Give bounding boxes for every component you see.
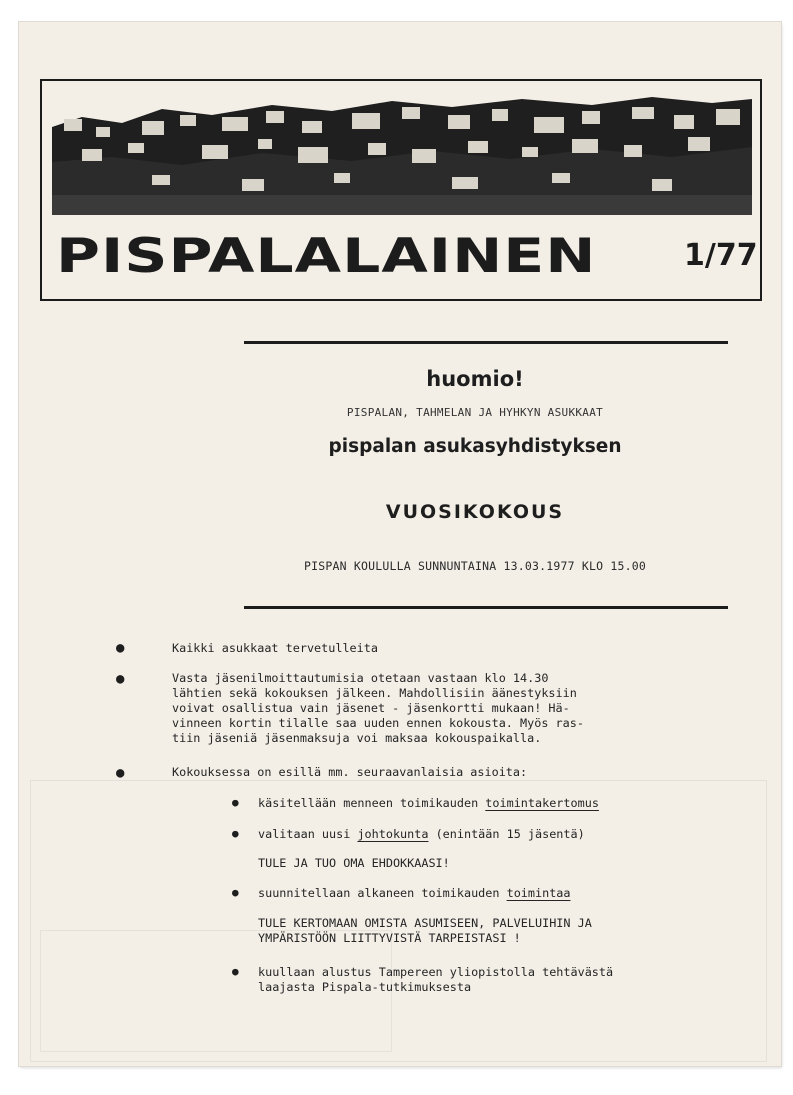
divider-top [244,341,728,344]
subitem-board-text: valitaan uusi [258,827,358,841]
meeting-title: VUOSIKOKOUS [385,501,565,523]
notice-heading: huomio! [426,367,524,391]
newsletter-title: PISPALALAINEN [56,229,597,284]
masthead [40,79,762,301]
association-name: pispalan asukasyhdistyksen [328,436,622,457]
subitem-board-note: TULE JA TUO OMA EHDOKKAASI! [258,856,450,870]
item-membership-line: voivat osallistua vain jäsenet - jäsenkortti mukaan! Hä- [172,701,570,715]
subitem-board-text-end: (enintään 15 jäsentä) [428,827,585,841]
bullet-icon: ● [232,965,239,978]
subitem-report-text: käsitellään menneen toimikauden [258,796,486,810]
subitem-planning-note: TULE KERTOMAAN OMISTA ASUMISEEN, PALVELUIHIN JA [258,916,592,930]
item-welcome: Kaikki asukkaat tervetulleita [172,641,378,655]
masthead-photo [52,87,752,215]
bullet-icon: ● [232,827,239,840]
subitem-report-underlined: toimintakertomus [485,796,599,810]
issue-number: 1/77 [684,238,758,273]
meeting-time-place: PISPAN KOULULLA SUNNUNTAINA 13.03.1977 KLO 15.00 [304,559,646,573]
item-membership-line: Vasta jäsenilmoittautumisia otetaan vastaan klo 14.30 [172,671,549,685]
residents-line: PISPALAN, TAHMELAN JA HYHKYN ASUKKAAT [346,406,604,419]
subitem-research: laajasta Pispala-tutkimuksesta [258,980,472,994]
subitem-planning [258,886,571,901]
hillside-houses-image [52,87,752,215]
bullet-icon: ● [116,765,125,781]
subitem-research: kuullaan alustus Tampereen yliopistolla tehtävästä [258,965,614,979]
item-membership-line: vinneen kortin tilalle saa uuden ennen kokousta. Myös ras- [172,716,584,730]
bullet-icon: ● [116,640,125,656]
bullet-icon: ● [232,796,239,809]
subitem-planning-note: YMPÄRISTÖÖN LIITTYVISTÄ TARPEISTASI ! [258,931,521,945]
subitem-planning-text: suunnitellaan alkaneen toimikauden [258,886,507,900]
subitem-report [258,796,599,811]
item-membership-line: tiin jäseniä jäsenmaksuja voi maksaa kokouspaikalla. [172,731,542,745]
subitem-board [258,827,585,842]
bullet-icon: ● [232,886,239,899]
subitem-planning-underlined: toimintaa [506,886,571,900]
item-agenda-intro: Kokouksessa on esillä mm. seuraavanlaisia asioita: [172,765,528,779]
subitem-board-underlined: johtokunta [357,827,429,841]
bullet-icon: ● [116,671,125,687]
item-membership-line: lähtien sekä kokouksen jälkeen. Mahdollisiin äänestyksiin [172,686,577,700]
divider-bottom [244,606,728,609]
